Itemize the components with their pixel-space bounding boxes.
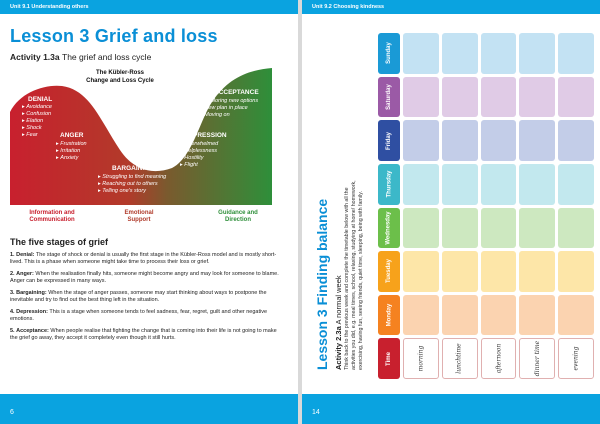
timetable-cell[interactable] <box>481 295 517 336</box>
stage-number: 4. <box>10 309 15 315</box>
acceptance-head: ACCEPTANCE <box>214 89 259 96</box>
stage-term: Bargaining: <box>16 290 47 296</box>
timetable-cell[interactable] <box>519 251 555 292</box>
depression-head: DEPRESSION <box>184 132 227 139</box>
day-tab-thursday <box>378 164 400 205</box>
timetable-cell[interactable] <box>481 33 517 74</box>
five-stages-list <box>10 252 285 347</box>
timetable-cell[interactable] <box>442 251 478 292</box>
timetable-cell[interactable] <box>558 208 594 249</box>
timetable-cell[interactable] <box>519 164 555 205</box>
time-header-label: Time <box>386 351 392 366</box>
stage-item <box>10 309 285 323</box>
stage-term: Anger: <box>16 271 34 277</box>
stage-number: 5. <box>10 328 15 334</box>
depression-item: ▸ Helplessness <box>180 148 218 155</box>
stage-term: Depression: <box>16 309 48 315</box>
bargaining-list <box>98 174 166 195</box>
activity-heading-vertical <box>334 275 343 370</box>
day-tab-wednesday <box>378 208 400 249</box>
denial-item: ▸ Elation <box>22 118 52 125</box>
right-page <box>302 0 600 424</box>
right-footer-bar <box>302 394 600 424</box>
timetable-cell[interactable] <box>442 208 478 249</box>
timetable-cell[interactable] <box>558 164 594 205</box>
info-comm-line1: Information and <box>29 210 75 216</box>
bargaining-item: ▸ Telling one's story <box>98 188 166 195</box>
time-slot-cell <box>481 338 517 379</box>
left-page <box>0 0 298 424</box>
denial-list <box>22 104 52 139</box>
unit-header-bar <box>302 0 600 14</box>
day-label: Wednesday <box>386 211 393 245</box>
timetable-cell[interactable] <box>558 295 594 336</box>
stage-text: When the realisation finally hits, someone might become angry and may look for someone to blame. Anger can be expressed in many ways. <box>10 271 279 284</box>
timetable-cell[interactable] <box>481 208 517 249</box>
denial-item: ▸ Fear <box>22 132 52 139</box>
time-slot-cell <box>558 338 594 379</box>
timetable-cell[interactable] <box>403 120 439 161</box>
emotional-support-label <box>104 210 174 224</box>
stage-term: Denial: <box>16 252 35 258</box>
timetable-cell[interactable] <box>442 295 478 336</box>
time-header-tab <box>378 338 400 379</box>
depression-item: ▸ Overwhelmed <box>180 141 218 148</box>
page-number: 6 <box>10 409 14 416</box>
denial-item: ▸ Shock <box>22 125 52 132</box>
time-slot-label: evening <box>572 346 580 371</box>
stage-item <box>10 271 285 285</box>
timetable-cell[interactable] <box>481 251 517 292</box>
timetable-cell[interactable] <box>403 208 439 249</box>
cycle-title-line2: Change and Loss Cycle <box>86 77 154 84</box>
timetable-cell[interactable] <box>403 77 439 118</box>
denial-head: DENIAL <box>28 96 53 103</box>
guidance-line1: Guidance and <box>218 210 258 216</box>
timetable-cell[interactable] <box>403 295 439 336</box>
timetable-cell[interactable] <box>442 77 478 118</box>
day-label: Friday <box>385 131 392 150</box>
time-slot-cell <box>403 338 439 379</box>
timetable-cell[interactable] <box>442 33 478 74</box>
timetable-cell[interactable] <box>519 77 555 118</box>
stage-number: 1. <box>10 252 15 258</box>
activity-label-right: Activity 2.3a <box>334 326 343 370</box>
timetable-cell[interactable] <box>558 33 594 74</box>
timetable <box>378 33 594 379</box>
timetable-cell[interactable] <box>481 120 517 161</box>
unit-header-text: Unit 9.2 Choosing kindness <box>312 4 385 10</box>
lesson-title-vertical <box>314 199 330 370</box>
time-slot-label: afternoon <box>494 343 502 374</box>
anger-list <box>56 141 87 162</box>
stage-text: The stage of shock or denial is usually the first stage in the Kübler-Ross model and is mostly short-lived. This is a phase when someone might take time to process their loss or grief. <box>10 252 277 265</box>
stage-number: 2. <box>10 271 15 277</box>
anger-item: ▸ Anxiety <box>56 155 87 162</box>
activity-title: The grief and loss cycle <box>62 52 152 62</box>
left-footer-bar <box>0 394 298 424</box>
timetable-cell[interactable] <box>519 208 555 249</box>
anger-item: ▸ Irritation <box>56 148 87 155</box>
stage-item <box>10 328 285 342</box>
day-tab-sunday <box>378 33 400 74</box>
acceptance-item: ▸ Moving on <box>200 112 258 119</box>
time-slot-cell <box>442 338 478 379</box>
denial-item: ▸ Confusion <box>22 111 52 118</box>
day-label: Thursday <box>386 170 393 198</box>
acceptance-list <box>200 98 258 119</box>
page-number: 14 <box>312 409 320 416</box>
instructions-text: Think back to the previous week and complete the timetable below with all the activities you did, e.g. meal times, school, relaxing, studying at home/ homework, exercising, having fun, seeing friends, quiet time, sleeping, being with family. <box>344 180 364 370</box>
day-tab-monday <box>378 295 400 336</box>
day-tab-saturday <box>378 77 400 118</box>
activity-title-right: A normal week <box>334 275 343 325</box>
anger-head: ANGER <box>60 132 84 139</box>
timetable-cell[interactable] <box>519 120 555 161</box>
timetable-cell[interactable] <box>519 295 555 336</box>
timetable-cell[interactable] <box>519 33 555 74</box>
bargaining-head: BARGAINING <box>112 165 154 172</box>
cycle-title-line1: The Kübler-Ross <box>95 70 144 76</box>
unit-header-text: Unit 9.1 Understanding others <box>10 4 89 10</box>
stage-term: Acceptance: <box>16 328 49 334</box>
time-slot-label: dinner time <box>533 340 541 377</box>
acceptance-item: ▸ Exploring new options <box>200 98 258 105</box>
timetable-cell[interactable] <box>442 164 478 205</box>
anger-item: ▸ Frustration <box>56 141 87 148</box>
stage-number: 3. <box>10 290 15 296</box>
depression-item: ▸ Hostility <box>180 155 218 162</box>
stage-item <box>10 252 285 266</box>
guidance-line2: Direction <box>224 217 251 223</box>
timetable-cell[interactable] <box>558 120 594 161</box>
bargaining-item: ▸ Struggling to find meaning <box>98 174 166 181</box>
instructions-vertical <box>344 170 365 370</box>
time-slot-cell <box>519 338 555 379</box>
guidance-direction-label <box>200 210 276 224</box>
day-label: Tuesday <box>386 259 392 284</box>
stage-text: When the stage of anger passes, someone may start thinking about ways to postpone the inevitable and try to find out the best thing left in the situation. <box>10 290 267 303</box>
day-label: Saturday <box>386 84 392 110</box>
stage-item <box>10 290 285 304</box>
timetable-cell[interactable] <box>481 77 517 118</box>
stage-text: This is a stage when someone tends to feel sadness, fear, regret, guilt and other negative emotions. <box>10 309 268 322</box>
stage-text: When people realise that fighting the change that is coming into their life is not going to make the grief go away, they accept it completely even though it still hurts. <box>10 328 277 341</box>
day-tab-tuesday <box>378 251 400 292</box>
five-stages-heading: The five stages of grief <box>10 237 109 247</box>
timetable-cell[interactable] <box>403 164 439 205</box>
timetable-cell[interactable] <box>481 164 517 205</box>
time-slot-label: lunchtime <box>456 343 464 374</box>
day-label: Monday <box>386 303 393 327</box>
depression-list <box>180 141 218 169</box>
lesson-title-right: Lesson 3 Finding balance <box>314 198 330 370</box>
day-tab-friday <box>378 120 400 161</box>
info-comm-line2: Communication <box>29 217 75 223</box>
acceptance-item: ▸ New plan in place <box>200 105 258 112</box>
day-label: Sunday <box>385 42 392 65</box>
activity-label: Activity 1.3a <box>10 52 60 62</box>
timetable-cell[interactable] <box>558 251 594 292</box>
denial-item: ▸ Avoidance <box>22 104 52 111</box>
timetable-cell[interactable] <box>403 251 439 292</box>
timetable-cell[interactable] <box>558 77 594 118</box>
emotional-support-line2: Support <box>127 217 151 223</box>
time-slot-label: morning <box>417 345 425 372</box>
info-comm-label <box>14 210 90 224</box>
depression-item: ▸ Flight <box>180 162 218 169</box>
lesson-title: Lesson 3 Grief and loss <box>10 26 218 46</box>
timetable-cell[interactable] <box>442 120 478 161</box>
timetable-cell[interactable] <box>403 33 439 74</box>
emotional-support-line1: Emotional <box>124 210 154 216</box>
bargaining-item: ▸ Reaching out to others <box>98 181 166 188</box>
